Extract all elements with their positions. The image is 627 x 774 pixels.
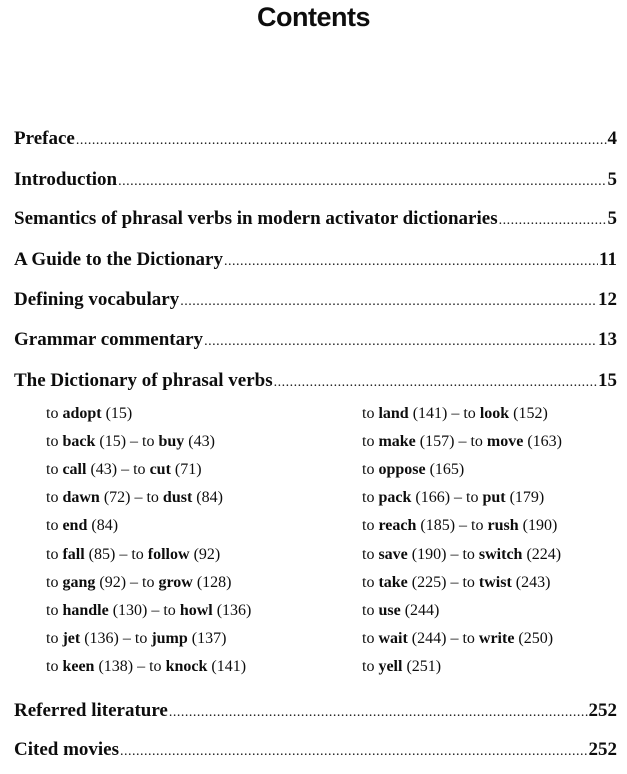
verb-prefix: to bbox=[46, 574, 63, 591]
verb-page: (130) – bbox=[108, 602, 164, 619]
toc-entry-preface[interactable] bbox=[14, 126, 617, 152]
verb-word: follow bbox=[147, 546, 190, 563]
verb-page: (157) – bbox=[415, 433, 471, 450]
dot-leader bbox=[204, 329, 597, 355]
page-title: Contents bbox=[257, 2, 370, 32]
verb-page: (243) bbox=[511, 574, 551, 591]
toc-entry-page: 4 bbox=[607, 128, 617, 149]
toc-entry-title: Preface bbox=[14, 128, 75, 149]
verb-prefix: to bbox=[46, 489, 63, 506]
verb-page: (137) bbox=[187, 630, 227, 647]
verb-word: oppose bbox=[378, 461, 426, 478]
verb-prefix: to bbox=[46, 433, 63, 450]
verb-range-item[interactable] bbox=[362, 403, 548, 425]
verb-range-item[interactable] bbox=[362, 487, 544, 509]
verb-range-item[interactable] bbox=[46, 431, 215, 453]
verb-page: (224) bbox=[522, 546, 562, 563]
verb-page: (190) – bbox=[407, 546, 463, 563]
verb-word: adopt bbox=[62, 405, 102, 422]
toc-entry-cited-movies[interactable] bbox=[14, 737, 617, 763]
verb-page: (15) – bbox=[95, 433, 143, 450]
verb-prefix: to bbox=[46, 405, 63, 422]
verb-range-item[interactable] bbox=[362, 600, 439, 622]
verb-range-item[interactable] bbox=[362, 431, 562, 453]
verb-page: (244) – bbox=[407, 630, 463, 647]
verb-prefix: to bbox=[362, 546, 379, 563]
verb-prefix: to bbox=[163, 602, 180, 619]
verb-word: use bbox=[378, 602, 401, 619]
verb-range-item[interactable] bbox=[362, 544, 561, 566]
verb-page: (136) – bbox=[80, 630, 135, 647]
toc-entry-title: Introduction bbox=[14, 169, 118, 190]
verb-page: (92) – bbox=[95, 574, 143, 591]
toc-entry-page: 15 bbox=[598, 370, 617, 391]
toc-entry-title: Cited movies bbox=[14, 739, 120, 760]
toc-entry-title: Grammar commentary bbox=[14, 329, 204, 350]
verb-prefix: to bbox=[362, 405, 379, 422]
verb-word: dust bbox=[162, 489, 193, 506]
verb-page: (136) bbox=[212, 602, 252, 619]
verb-range-item[interactable] bbox=[362, 459, 464, 481]
dot-leader bbox=[499, 208, 607, 234]
toc-entry-introduction[interactable] bbox=[14, 167, 617, 193]
verb-range-item[interactable] bbox=[46, 544, 220, 566]
verb-word: fall bbox=[62, 546, 85, 563]
verb-word: rush bbox=[487, 517, 519, 534]
verb-page: (72) – bbox=[99, 489, 147, 506]
verb-word: twist bbox=[478, 574, 512, 591]
verb-page: (92) bbox=[189, 546, 221, 563]
verb-prefix: to bbox=[362, 461, 379, 478]
verb-word: gang bbox=[62, 574, 96, 591]
verb-prefix: to bbox=[466, 489, 483, 506]
toc-entry-title: Referred literature bbox=[14, 700, 168, 721]
verb-prefix: to bbox=[362, 433, 379, 450]
verb-range-item[interactable] bbox=[46, 656, 246, 678]
verb-prefix: to bbox=[471, 517, 488, 534]
verb-prefix: to bbox=[362, 574, 379, 591]
verb-page: (141) – bbox=[408, 405, 464, 422]
verb-range-item[interactable] bbox=[46, 515, 118, 537]
verb-word: wait bbox=[378, 630, 408, 647]
verb-range-item[interactable] bbox=[362, 515, 557, 537]
dot-leader bbox=[76, 128, 607, 154]
verb-word: pack bbox=[378, 489, 412, 506]
verb-word: end bbox=[62, 517, 88, 534]
verb-prefix: to bbox=[362, 658, 379, 675]
verb-page: (251) bbox=[402, 658, 442, 675]
verb-prefix: to bbox=[149, 658, 166, 675]
verb-word: back bbox=[62, 433, 96, 450]
verb-prefix: to bbox=[46, 546, 63, 563]
verb-word: yell bbox=[378, 658, 403, 675]
verb-prefix: to bbox=[470, 433, 487, 450]
verb-word: grow bbox=[158, 574, 193, 591]
toc-entry-defining-vocabulary[interactable] bbox=[14, 287, 617, 313]
toc-entry-title: A Guide to the Dictionary bbox=[14, 249, 223, 270]
verb-word: jump bbox=[151, 630, 188, 647]
verb-prefix: to bbox=[462, 574, 479, 591]
verb-page: (43) – bbox=[86, 461, 134, 478]
toc-entry-page: 12 bbox=[598, 289, 617, 310]
verb-prefix: to bbox=[131, 546, 148, 563]
verb-word: keen bbox=[62, 658, 95, 675]
verb-word: put bbox=[482, 489, 506, 506]
verb-word: land bbox=[378, 405, 409, 422]
verb-page: (166) – bbox=[411, 489, 467, 506]
verb-word: cut bbox=[149, 461, 171, 478]
verb-prefix: to bbox=[362, 630, 379, 647]
verb-page: (84) bbox=[87, 517, 119, 534]
toc-entry-referred-literature[interactable] bbox=[14, 698, 617, 724]
dot-leader bbox=[169, 700, 588, 726]
verb-word: look bbox=[479, 405, 510, 422]
verb-range-item[interactable] bbox=[362, 572, 550, 594]
verb-page: (152) bbox=[509, 405, 548, 422]
verb-range-item[interactable] bbox=[46, 628, 226, 650]
verb-word: switch bbox=[478, 546, 523, 563]
verb-range-item[interactable] bbox=[46, 403, 132, 425]
verb-page: (185) – bbox=[416, 517, 472, 534]
verb-word: dawn bbox=[62, 489, 100, 506]
verb-word: move bbox=[486, 433, 524, 450]
verb-page: (165) bbox=[425, 461, 465, 478]
verb-prefix: to bbox=[134, 630, 152, 647]
verb-page: (15) bbox=[101, 405, 133, 422]
toc-entry-page: 5 bbox=[607, 208, 617, 229]
verb-prefix: to bbox=[142, 433, 159, 450]
verb-prefix: to bbox=[133, 461, 150, 478]
verb-page: (163) bbox=[523, 433, 562, 450]
verb-page: (43) bbox=[184, 433, 215, 450]
toc-entry-page: 13 bbox=[598, 329, 617, 350]
verb-range-item[interactable] bbox=[46, 572, 232, 594]
verb-prefix: to bbox=[462, 630, 479, 647]
toc-entry-title: The Dictionary of phrasal verbs bbox=[14, 370, 273, 391]
toc-entry-grammar-commentary[interactable] bbox=[14, 327, 617, 353]
verb-range-item[interactable] bbox=[46, 487, 223, 509]
verb-prefix: to bbox=[146, 489, 163, 506]
verb-range-item[interactable] bbox=[362, 656, 441, 678]
verb-page: (85) – bbox=[84, 546, 132, 563]
verb-page: (84) bbox=[192, 489, 223, 506]
dot-leader bbox=[274, 370, 597, 396]
verb-word: jet bbox=[62, 630, 81, 647]
verb-prefix: to bbox=[46, 602, 63, 619]
verb-prefix: to bbox=[362, 602, 379, 619]
dot-leader bbox=[118, 169, 606, 195]
verb-word: make bbox=[378, 433, 416, 450]
verb-prefix: to bbox=[46, 461, 63, 478]
verb-prefix: to bbox=[142, 574, 159, 591]
verb-page: (138) – bbox=[94, 658, 150, 675]
toc-entry-dictionary[interactable] bbox=[14, 368, 617, 394]
verb-prefix: to bbox=[463, 405, 480, 422]
verb-word: write bbox=[478, 630, 515, 647]
verb-word: knock bbox=[165, 658, 208, 675]
verb-word: howl bbox=[179, 602, 213, 619]
verb-word: call bbox=[62, 461, 87, 478]
verb-page: (190) bbox=[518, 517, 558, 534]
toc-entry-guide[interactable] bbox=[14, 247, 617, 273]
toc-entry-title: Semantics of phrasal verbs in modern activator dictionaries bbox=[14, 208, 498, 229]
verb-prefix: to bbox=[46, 658, 63, 675]
verb-prefix: to bbox=[46, 517, 63, 534]
toc-entry-page: 252 bbox=[588, 700, 617, 721]
dot-leader bbox=[120, 739, 587, 765]
verb-range-item[interactable] bbox=[362, 628, 553, 650]
verb-page: (141) bbox=[207, 658, 247, 675]
verb-page: (225) – bbox=[407, 574, 463, 591]
verb-word: reach bbox=[378, 517, 417, 534]
verb-page: (244) bbox=[400, 602, 440, 619]
verb-word: save bbox=[378, 546, 408, 563]
verb-range-item[interactable] bbox=[46, 600, 251, 622]
verb-range-item[interactable] bbox=[46, 459, 202, 481]
dot-leader bbox=[224, 249, 598, 275]
toc-entry-page: 11 bbox=[599, 249, 617, 270]
verb-prefix: to bbox=[46, 630, 63, 647]
verb-page: (179) bbox=[505, 489, 545, 506]
verb-page: (71) bbox=[170, 461, 202, 478]
verb-word: handle bbox=[62, 602, 109, 619]
verb-page: (250) bbox=[514, 630, 554, 647]
dot-leader bbox=[180, 289, 597, 315]
toc-entry-semantics[interactable] bbox=[14, 206, 617, 232]
verb-prefix: to bbox=[462, 546, 479, 563]
verb-word: take bbox=[378, 574, 408, 591]
verb-prefix: to bbox=[362, 489, 379, 506]
verb-page: (128) bbox=[192, 574, 232, 591]
verb-word: buy bbox=[158, 433, 185, 450]
verb-prefix: to bbox=[362, 517, 379, 534]
toc-entry-page: 5 bbox=[607, 169, 617, 190]
toc-entry-page: 252 bbox=[588, 739, 617, 760]
toc-entry-title: Defining vocabulary bbox=[14, 289, 180, 310]
